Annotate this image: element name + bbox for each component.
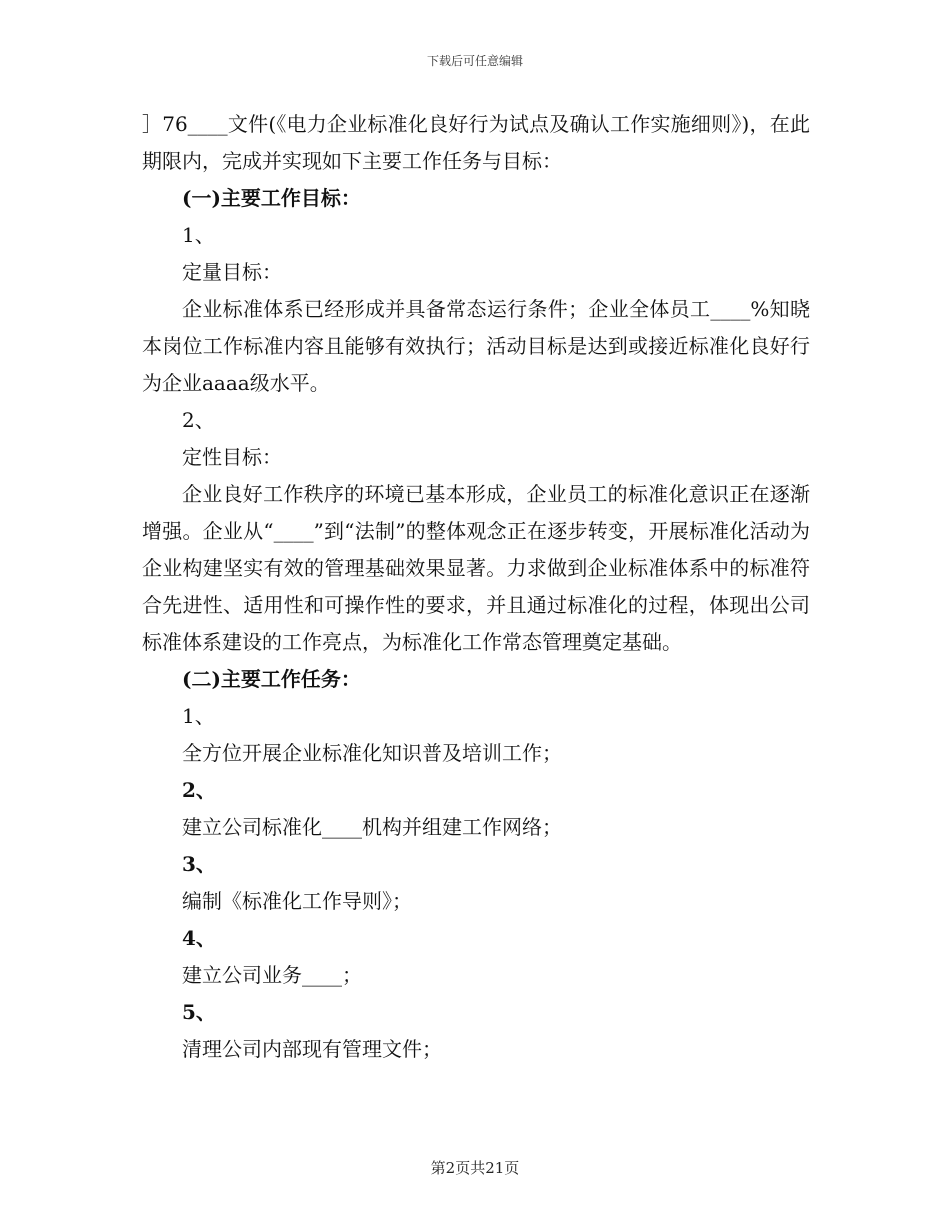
paragraph-intro-continuation: ］76____文件(《电力企业标准化良好行为试点及确认工作实施细则》)，在此期限内，完成并实现如下主要工作任务与目标： bbox=[142, 112, 810, 173]
list-number: 2、 bbox=[182, 778, 216, 802]
task-item-cleanup: 清理公司内部现有管理文件； bbox=[182, 1037, 442, 1061]
section-heading-goals: (一)主要工作目标： bbox=[182, 186, 361, 210]
task-item-training: 全方位开展企业标准化知识普及培训工作； bbox=[182, 741, 562, 765]
page-number-footer: 第2页共21页 bbox=[430, 1159, 520, 1177]
list-number: 1、 bbox=[182, 704, 215, 728]
list-number: 1、 bbox=[182, 223, 215, 247]
list-number: 4、 bbox=[182, 926, 216, 950]
paragraph-quantitative: 企业标准体系已经形成并具备常态运行条件；企业全体员工____%知晓本岗位工作标准内容且能够有效执行；活动目标是达到或接近标准化良好行为企业aaaa级水平。 bbox=[142, 297, 810, 395]
subheading-qualitative-goals: 定性目标： bbox=[182, 445, 282, 469]
list-number: 2、 bbox=[182, 408, 215, 432]
subheading-quantitative-goals: 定量目标： bbox=[182, 260, 282, 284]
document-body bbox=[142, 106, 810, 1068]
section-heading-tasks: (二)主要工作任务： bbox=[182, 667, 361, 691]
task-item-organization: 建立公司标准化____机构并组建工作网络； bbox=[182, 815, 562, 839]
list-number: 3、 bbox=[182, 852, 216, 876]
page-header: 下载后可任意编辑 bbox=[426, 54, 523, 68]
paragraph-qualitative: 企业良好工作秩序的环境已基本形成，企业员工的标准化意识正在逐渐增强。企业从“____”到“法制”的整体观念正在逐步转变，开展标准化活动为企业构建坚实有效的管理基础效果显著。力求做到企业标准体系中的标准符合先进性、适用性和可操作性的要求，并且通过标准化的过程，体现出公司标准体系建设的工作亮点，为标准化工作常态管理奠定基础。 bbox=[142, 482, 810, 654]
list-number: 5、 bbox=[182, 1000, 216, 1024]
task-item-business: 建立公司业务____； bbox=[182, 963, 362, 987]
task-item-guideline: 编制《标准化工作导则》； bbox=[182, 889, 412, 913]
